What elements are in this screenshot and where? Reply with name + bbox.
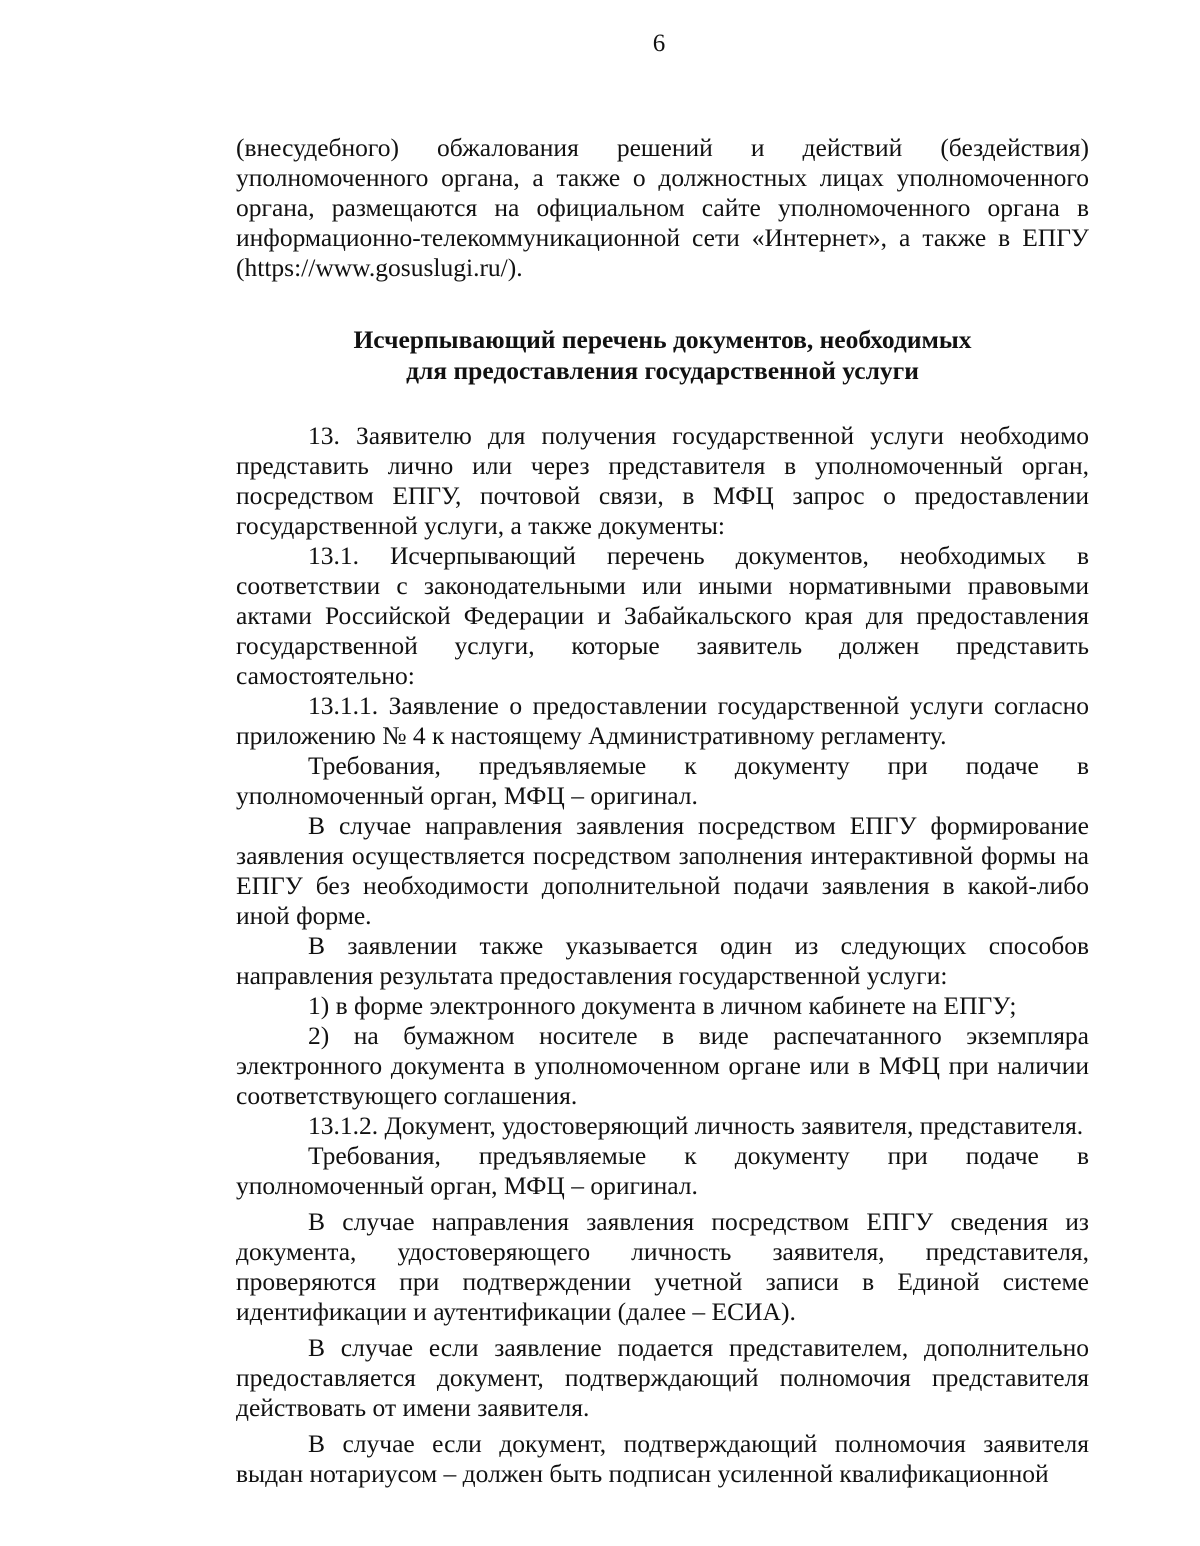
paragraph-requirements-original-2: Требования, предъявляемые к документу при подаче в уполномоченный орган, МФЦ – оригинал. — [236, 1141, 1089, 1200]
list-item-paper: 2) на бумажном носителе в виде распечатанного экземпляра электронного документа в уполномоченном органе или в МФЦ при наличии соответствующего соглашения. — [236, 1021, 1089, 1110]
page-number: 6 — [652, 30, 666, 57]
paragraph-epgu-form: В случае направления заявления посредством ЕПГУ формирование заявления осуществляется посредством заполнения интерактивной формы на ЕПГУ без необходимости дополнительной подачи заявления в какой-либо иной форме. — [236, 811, 1089, 930]
paragraph-notary: В случае если документ, подтверждающий полномочия заявителя выдан нотариусом – должен быть подписан усиленной квалификационной — [236, 1429, 1089, 1488]
paragraph-appeal-info: (внесудебного) обжалования решений и действий (бездействия) уполномоченного органа, а также о должностных лицах уполномоченного органа, размещаются на официальном сайте уполномоченного органа в информационно-телекоммуникационной сети «Интернет», а также в ЕПГУ (https://www.gosuslugi.ru/). — [236, 133, 1089, 282]
section-heading-line-1: Исчерпывающий перечень документов, необходимых — [353, 325, 972, 354]
paragraph-13-1-1: 13.1.1. Заявление о предоставлении государственной услуги согласно приложению № 4 к настоящему Административному регламенту. — [236, 691, 1089, 750]
paragraph-result-methods: В заявлении также указывается один из следующих способов направления результата предоставления государственной услуги: — [236, 931, 1089, 990]
paragraph-13: 13. Заявителю для получения государственной услуги необходимо представить лично или через представителя в уполномоченный орган, посредством ЕПГУ, почтовой связи, в МФЦ запрос о предоставлении государственной услуги, а также документы: — [236, 421, 1089, 540]
document-body — [236, 133, 1089, 1489]
paragraph-requirements-original: Требования, предъявляемые к документу при подаче в уполномоченный орган, МФЦ – оригинал. — [236, 751, 1089, 810]
list-item-electronic: 1) в форме электронного документа в личном кабинете на ЕПГУ; — [308, 991, 1017, 1020]
paragraph-representative: В случае если заявление подается представителем, дополнительно предоставляется документ, подтверждающий полномочия представителя действовать от имени заявителя. — [236, 1333, 1089, 1422]
paragraph-13-1: 13.1. Исчерпывающий перечень документов, необходимых в соответствии с законодательными или иными нормативными правовыми актами Российской Федерации и Забайкальского края для предоставления государственной услуги, которые заявитель должен представить самостоятельно: — [236, 541, 1089, 690]
section-heading — [236, 324, 1089, 386]
paragraph-13-1-2: 13.1.2. Документ, удостоверяющий личность заявителя, представителя. — [308, 1111, 1084, 1140]
section-heading-line-2: для предоставления государственной услуги — [406, 356, 919, 385]
paragraph-esia: В случае направления заявления посредством ЕПГУ сведения из документа, удостоверяющего личность заявителя, представителя, проверяются при подтверждении учетной записи в Единой системе идентификации и аутентификации (далее – ЕСИА). — [236, 1207, 1089, 1326]
